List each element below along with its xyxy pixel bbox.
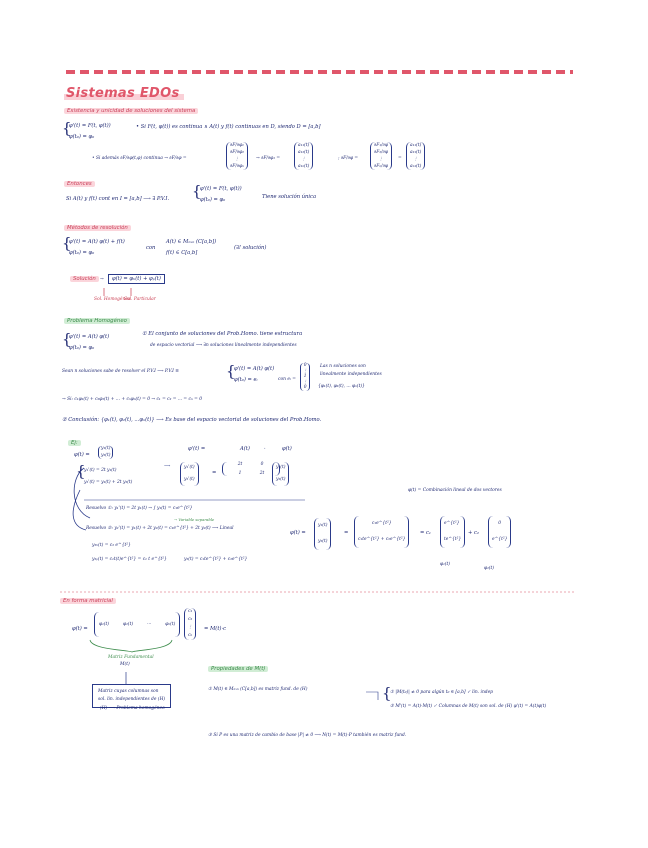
- vec-l2-0: ∂F₁/∂φ: [374, 143, 388, 148]
- ex-arrow: ⟶: [164, 464, 171, 469]
- ex-rhs-1: y₂(t): [276, 477, 286, 482]
- homog-item1: ① El conjunto de soluciones del Prob.Homo. tiene estructura: [142, 331, 303, 337]
- methods-c1: A(t) ∈ Mₙₓₙ (C[a,b]): [166, 239, 217, 245]
- ex-lhs-0: y₁'(t): [184, 465, 195, 470]
- vec-r2-2: ⋮: [413, 157, 418, 162]
- mf-box-2: sol. lin. independientes de (H): [98, 697, 166, 702]
- ex-fv3-0: e^{t²}: [444, 521, 460, 526]
- methods-exist: (∃! solución): [234, 245, 267, 251]
- matrix-form-heading: En forma matricial: [60, 598, 116, 604]
- prop-3: ③ Si P es una matriz de cambio de base |P| ≠ 0 ⟶ N(t) = M(t)·P también es matriz fund.: [208, 733, 407, 738]
- methods-eq1: φ'(t) = A(t) φ(t) + f(t): [69, 239, 125, 245]
- ex-mat-l: φ'(t) =: [188, 446, 206, 452]
- entonces-heading: Entonces: [64, 181, 95, 187]
- ex-fin-eq: = c₁: [420, 530, 431, 536]
- ex-lhs-1: y₂'(t): [184, 477, 195, 482]
- mf-phi: φ(t) =: [72, 626, 88, 632]
- solution-set: {φ₁(t), φ₂(t), ... φₙ(t)}: [318, 384, 365, 389]
- sean-text: Sean n soluciones sabe de resolver el P.V.I ⟶ P.V.I ≡: [62, 369, 179, 374]
- prop-r1-span: |M(t₀)| ≠ 0 para algún t₀ ∈ [a,b] ✓ lin. indep: [395, 690, 493, 695]
- prop-r1: ① |M(t₀)| ≠ 0 para algún t₀ ∈ [a,b] ✓ lin. indep: [390, 690, 493, 695]
- ex-fv3-1: te^{t²}: [444, 537, 462, 542]
- vec-a2: [406, 142, 425, 170]
- sys1-line2: φ(t₀) = φ₀: [69, 134, 95, 140]
- sys1-line1: φ'(t) = F(t, φ(t)): [69, 123, 111, 129]
- ei-1: ⋮: [303, 368, 308, 374]
- mf-cvec: [184, 608, 196, 640]
- methods-heading: Métodos de resolución: [64, 225, 131, 231]
- ex-phi-vec: [98, 446, 113, 459]
- ei-4: 0: [303, 385, 307, 390]
- mf-col-0: φ₁(t): [99, 622, 110, 627]
- brace-ex: {: [76, 462, 86, 480]
- ex-m-2: 1: [238, 471, 242, 476]
- vec-r2-3: aₙ₁(t): [410, 164, 422, 169]
- ex-fin-vec1: [314, 518, 331, 550]
- methods-eq2: φ(t₀) = φ₀: [69, 250, 95, 256]
- brace-3: {: [62, 234, 72, 252]
- pvi5-con: [278, 377, 296, 382]
- unique-note: Tiene solución única: [262, 194, 317, 200]
- vec-r-1: a₁₂(t): [298, 150, 310, 155]
- arrow-eq: =: [398, 156, 402, 161]
- prop-arrow: [366, 692, 378, 700]
- mf-eq: = M(t)·c: [204, 626, 226, 632]
- vec-l2-1: ∂F₂/∂φ: [374, 150, 388, 155]
- fund-matrix-brace: [90, 640, 172, 652]
- ex-var-note: → Variable separable: [174, 517, 215, 522]
- ex-rhs-vec: [272, 462, 289, 486]
- mf-c-2: ⋮: [188, 625, 193, 630]
- vec-l-3: ∂F/∂φₙ: [230, 164, 244, 169]
- ex-comb: φ(t) = Combinación lineal de dos vectores: [408, 488, 502, 493]
- sol-partic-label: Sol. Particular: [124, 297, 156, 302]
- ex-rhs-0: y₁(t): [276, 465, 286, 470]
- mf-c-1: c₂: [188, 617, 193, 622]
- vec-l2-3: ∂Fₙ/∂φ: [374, 164, 388, 169]
- ex-mat-r: φ(t): [282, 446, 292, 452]
- ei-0: 0: [303, 363, 307, 368]
- ex-fin-eq1: =: [344, 530, 349, 536]
- mf-c-3: cₙ: [188, 633, 193, 638]
- brace-5b: {: [226, 362, 236, 380]
- methods-con: con: [146, 245, 156, 251]
- mf-col-1: φ₂(t): [123, 622, 134, 627]
- vec-dF2: [370, 142, 392, 170]
- ex-fv1-1: y₂(t): [318, 539, 328, 544]
- entonces-text: Si A(t) y f(t) cont en I = [a,b] ⟶ ∃ P.V.I.: [66, 196, 170, 202]
- vec-l-2: ⋮: [234, 157, 240, 162]
- ex-fin-l: φ(t) =: [290, 530, 306, 536]
- ex-fin-vec2: [354, 516, 409, 548]
- side-note-2: linealmente independientes: [320, 372, 382, 377]
- ex-sys1: y₁'(t) = 2t y₁(t): [84, 468, 117, 473]
- eq-sign-1: → ∂F/∂φ₁ =: [256, 156, 281, 161]
- semicolon: ; ∂F/∂φ =: [338, 156, 359, 161]
- mf-c-0: c₁: [188, 609, 193, 614]
- brace-props: {: [382, 684, 392, 702]
- vec-r-3: a₁ₙ(t): [298, 164, 310, 169]
- ex-p1: Resuelvo ①: y₁'(t) = 2t y₁(t) → ∫ y₁(t) = c₁e^{t²}: [86, 506, 193, 511]
- ex-m-0: 2t: [237, 462, 243, 467]
- ex-fv1-0: y₁(t): [318, 523, 328, 528]
- vec-r2-1: a₂₁(t): [410, 150, 422, 155]
- pvi5-l2: φ(t₀) = eᵢ: [234, 377, 258, 383]
- solution-box: φ(t) = φₕ(t) + φₚ(t): [108, 274, 165, 284]
- mf-col-2: ···: [147, 622, 152, 627]
- ex-lhs-vec: [180, 462, 199, 486]
- ex-eq: =: [212, 470, 217, 476]
- prop-1: ① M(t) ∈ Mₙₓₙ (C[a,b]) es matriz fund. de (H): [208, 687, 308, 692]
- ex-phi-0: y₁(t): [101, 446, 111, 451]
- pvi5-ei: eᵢ =: [287, 377, 296, 382]
- ex-y2p: y₂ₚ(t) = c₁t(t)e^{t²} = c₁ t e^{t²}: [92, 557, 167, 562]
- sol-arrow: →: [100, 277, 104, 282]
- ex-sys2: y₂'(t) = y₁(t) + 2t y₂(t): [84, 480, 133, 485]
- cond1-text: • Si F(t, φ(t)) es continua ∧ A(t) y f(t) continuas en D, siendo D = [a,b]: [136, 124, 321, 130]
- side-note-1: Las n soluciones son: [320, 364, 366, 369]
- ex-mat-dot: ·: [264, 446, 266, 452]
- vec-dF: [226, 142, 248, 170]
- vec-r2-0: a₁₁(t): [410, 143, 422, 148]
- brace-5: {: [62, 330, 72, 348]
- methods-c2: f(t) ∈ C[a,b]: [166, 250, 198, 256]
- pvi5-l1: φ'(t) = A(t) φ(t): [234, 366, 275, 372]
- ex-m-3: 2t: [259, 471, 265, 476]
- homog-eq1: φ'(t) = A(t) φ(t): [69, 334, 110, 340]
- ex-fv4-0: 0: [498, 521, 502, 526]
- existence-heading: Existencia y unicidad de soluciones del sistema: [64, 108, 198, 114]
- ex-phi-1: y₂(t): [101, 452, 111, 458]
- conclusion: ② Conclusión: {φ₁(t), φ₂(t), ...φₙ(t)} ⟶ Es base del espacio vectorial de soluciones del Prob.Homo.: [62, 417, 322, 423]
- mf-col-3: φₙ(t): [165, 622, 176, 627]
- cond1-span: Si F(t, φ(t)) es continua ∧ A(t) y f(t) continuas en D, siendo D = [a,b]: [140, 124, 321, 130]
- ex-y2h: y₂ₕ(t) = c₂ e^{t²}: [92, 543, 131, 548]
- pvi5-con-span: con: [278, 377, 286, 382]
- mf-h-note: (H) ⟶ Problema homogéneo: [100, 706, 165, 711]
- linear-indep: → Si: c₁φ₁(t) + c₂φ₂(t) + ... + cₙφₙ(t) = 0 → c₁ = c₂ = ... = cₙ = 0: [62, 397, 203, 402]
- ex-fv2-1: c₁te^{t²} + c₂e^{t²}: [358, 537, 406, 542]
- mf-fund-label: Matriz Fundamental: [108, 655, 154, 660]
- ex-fin-v4: [488, 516, 511, 548]
- ei-2: 1: [303, 374, 307, 379]
- example-heading: Ej:: [68, 440, 81, 446]
- cond2-text: • Si además ∂F/∂φ(t,φ) continua → ∂F/∂φ =: [92, 156, 187, 161]
- solution-heading: Solución: [70, 276, 99, 282]
- homog-item1b: de espacio vectorial ⟶ ∃n soluciones linealmente independientes: [150, 343, 297, 348]
- ex-fin-v3: [440, 516, 465, 548]
- ei-vector: [300, 363, 310, 391]
- brace-2: {: [192, 182, 202, 200]
- cond2-span: Si además ∂F/∂φ(t,φ) continua → ∂F/∂φ =: [96, 156, 187, 161]
- ex-fv4-1: e^{t²}: [492, 537, 508, 542]
- props-heading: Propiedades de M(t): [208, 666, 268, 672]
- sol-homog-label: Sol. Homogénea: [94, 297, 131, 302]
- ex-y2: y₂(t) = c₁te^{t²} + c₂e^{t²}: [184, 557, 248, 562]
- vec-l2-2: ⋮: [378, 157, 384, 162]
- vec-a1: [294, 142, 313, 170]
- ex-phi1: φ₁(t): [440, 562, 451, 567]
- ex-phi: φ(t) =: [74, 452, 90, 458]
- mf-fund-m: M(t): [120, 662, 130, 667]
- vec-l-1: ∂F/∂φ₂: [230, 150, 244, 155]
- ex-p2: Resuelvo ②: y₂'(t) = y₁(t) + 2t y₂(t) = c₁e^{t²} + 2t y₂(t) ⟶ Lineal: [86, 526, 234, 531]
- ex-m-1: 0: [260, 462, 264, 467]
- ex-phi2: φ₂(t): [484, 566, 495, 571]
- prop-r2: ② M'(t) = A(t)·M(t) ✓ Columnas de M(t) son sol. de (H) φ'(t) = A(t)φ(t): [390, 704, 547, 709]
- prop-r2-span: M'(t) = A(t)·M(t) ✓ Columnas de M(t) son sol. de (H) φ'(t) = A(t)φ(t): [395, 704, 547, 709]
- pvi2-l1: φ'(t) = F(t, φ(t)): [200, 186, 242, 192]
- mf-box: [92, 684, 171, 708]
- pvi2-l2: φ(t₀) = φ₀: [200, 197, 226, 203]
- ex-fv2-0: c₁e^{t²}: [371, 521, 392, 526]
- vec-r-2: ⋮: [301, 157, 306, 162]
- page-title: Sistemas EDOs: [66, 86, 180, 101]
- ex-plus: + c₂: [468, 530, 479, 536]
- ex-mat-a: A(t): [240, 446, 250, 452]
- homog-heading: Problema Homogéneo: [64, 318, 130, 324]
- vec-l-0: ∂F/∂φ₁: [230, 143, 244, 148]
- vec-r-0: a₁₁(t): [298, 143, 310, 148]
- brace-1: {: [62, 119, 72, 137]
- mf-box-1: Matriz cuyas columnas son: [98, 689, 159, 694]
- ei-3: ⋮: [303, 379, 308, 385]
- homog-eq2: φ(t₀) = φ₀: [69, 345, 95, 351]
- mf-columns: [94, 612, 180, 637]
